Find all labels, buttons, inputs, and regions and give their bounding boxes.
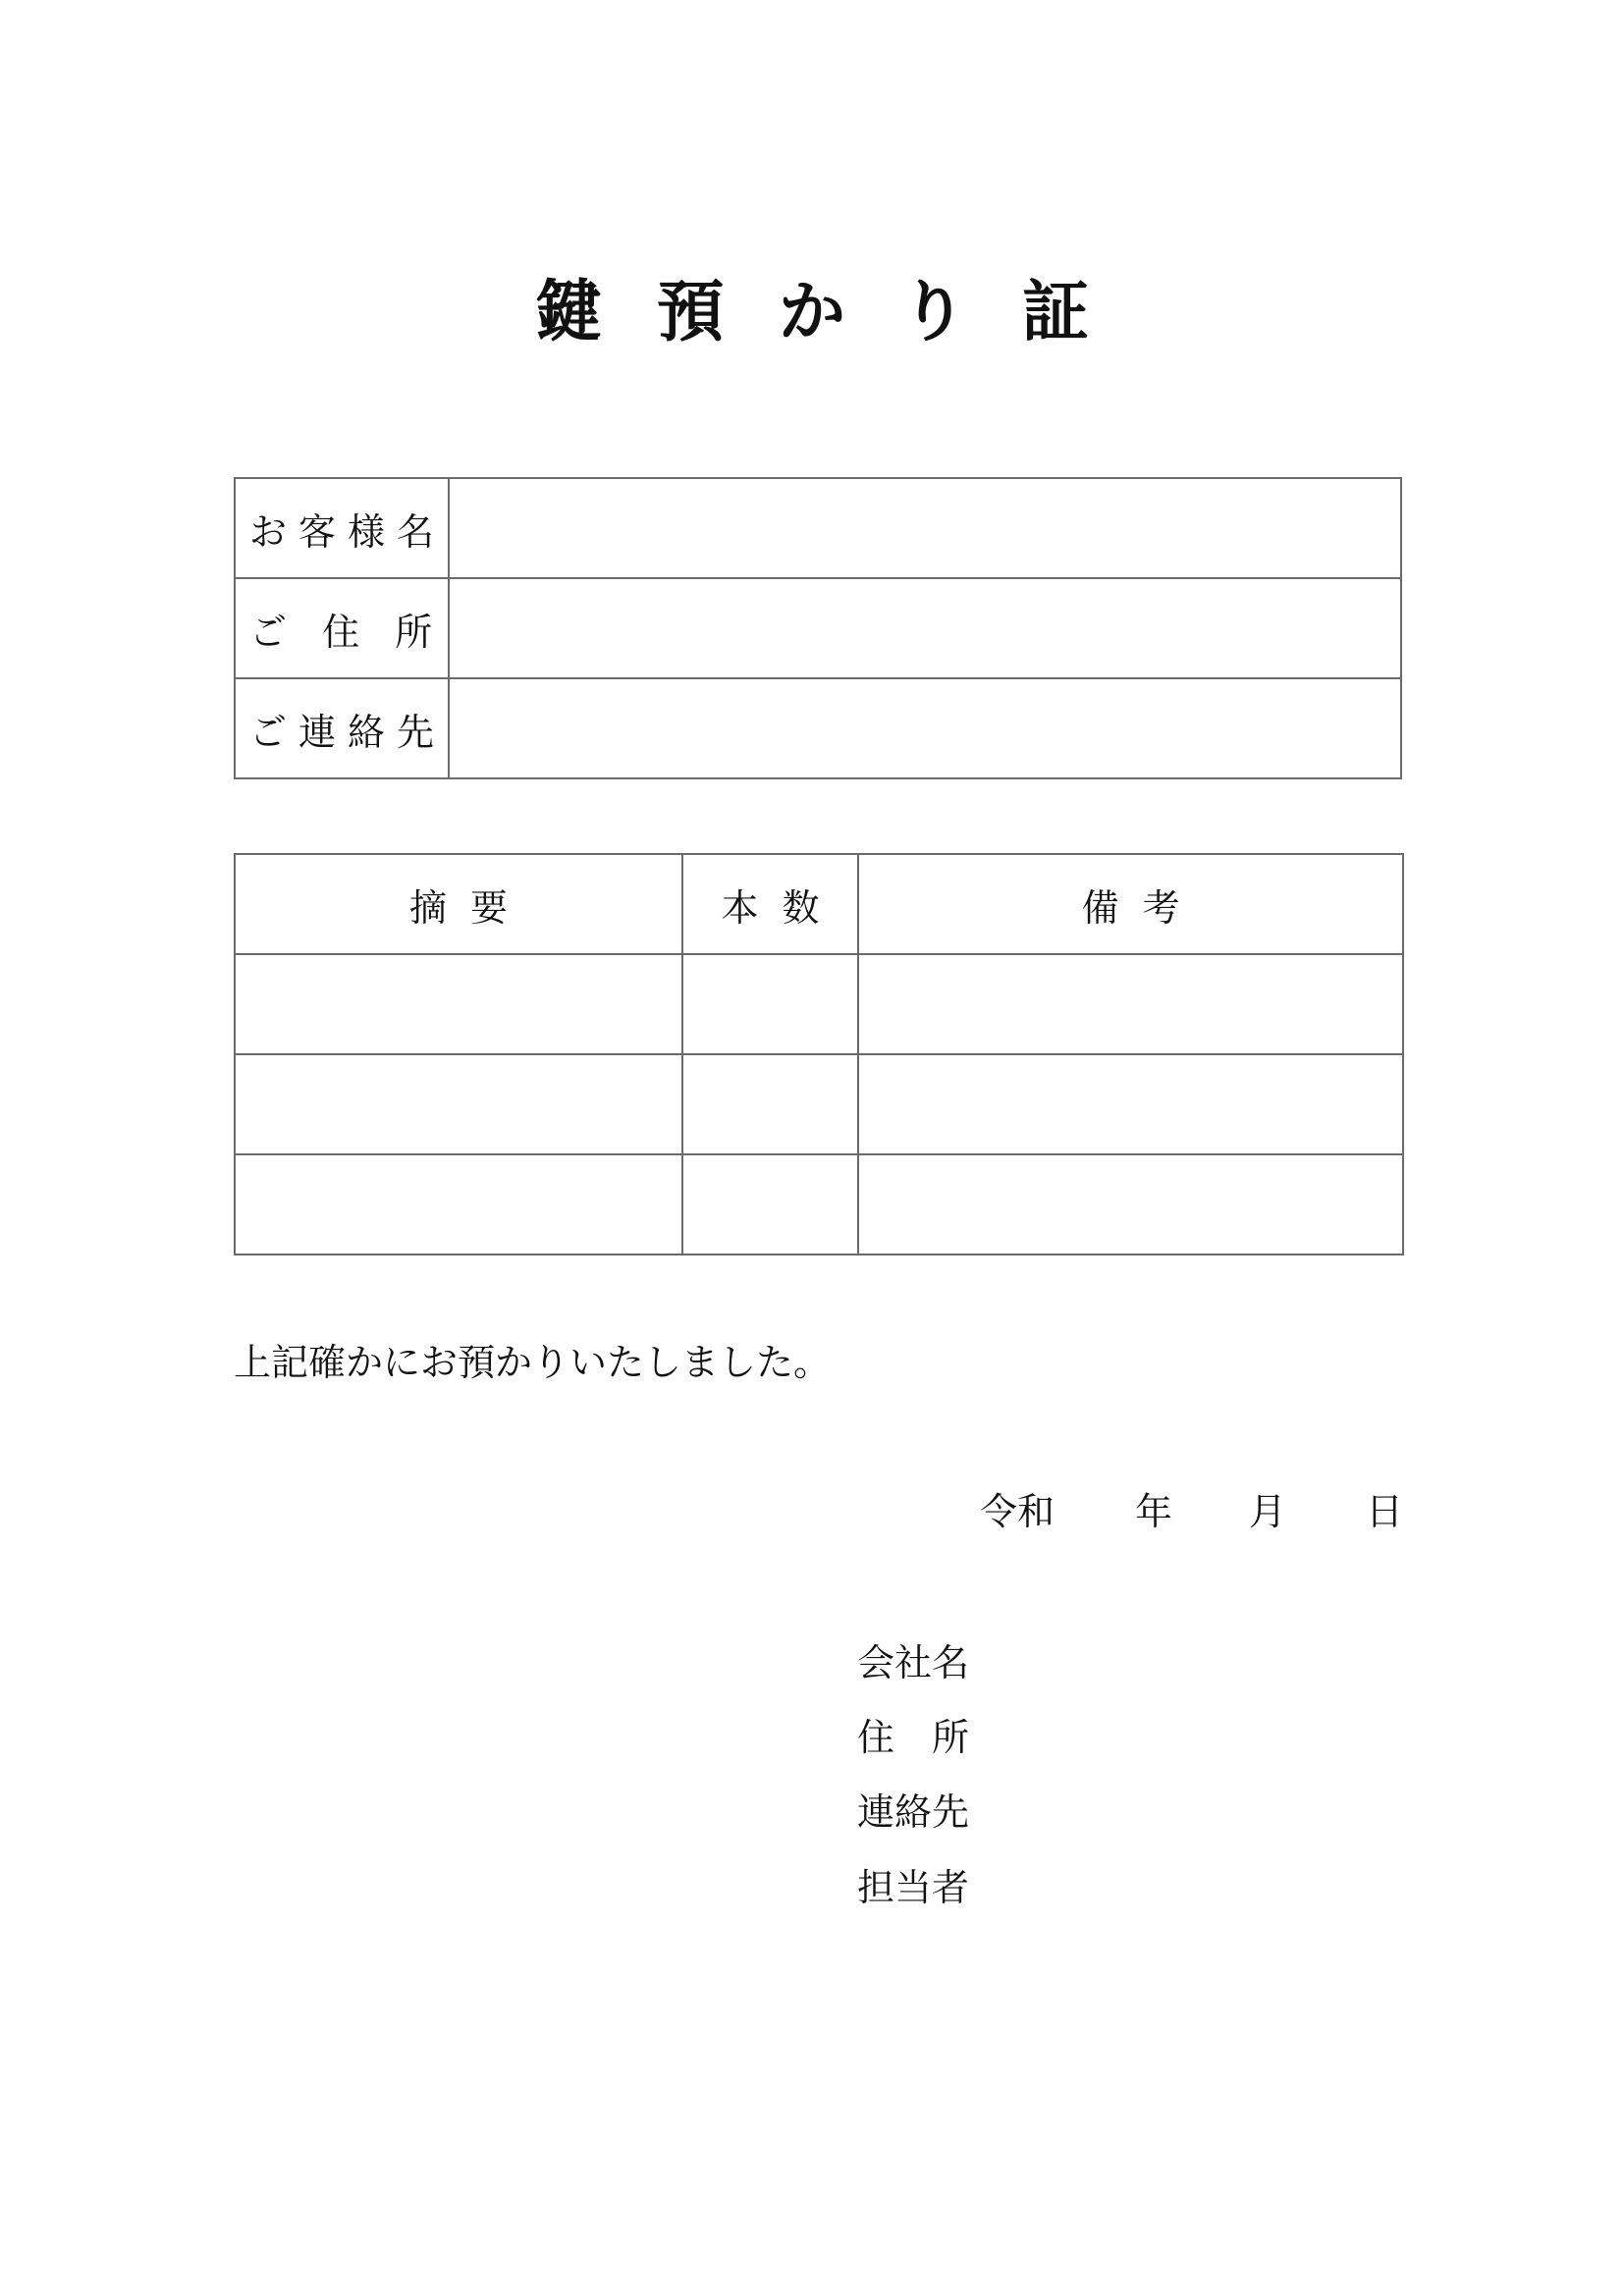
remarks-cell[interactable] bbox=[858, 1054, 1403, 1154]
date-month-label: 月 bbox=[1249, 1490, 1287, 1533]
customer-info-table bbox=[234, 477, 1402, 779]
remarks-cell[interactable] bbox=[858, 954, 1403, 1054]
summary-cell[interactable] bbox=[235, 954, 682, 1054]
customer-address-label: ご 住 所 bbox=[235, 578, 449, 678]
issuer-company-label: 会社名 bbox=[857, 1641, 970, 1684]
table-row bbox=[235, 1054, 1403, 1154]
date-year-label: 年 bbox=[1135, 1490, 1173, 1533]
customer-name-label: お客様名 bbox=[235, 478, 449, 578]
remarks-column-header: 備考 bbox=[858, 854, 1403, 954]
customer-address-row bbox=[235, 578, 1401, 678]
confirmation-text: 上記確かにお預かりいたしました。 bbox=[234, 1341, 832, 1384]
document-title: 鍵預かり証 bbox=[534, 274, 1144, 351]
customer-name-field[interactable] bbox=[449, 478, 1401, 578]
summary-cell[interactable] bbox=[235, 1154, 682, 1255]
remarks-cell[interactable] bbox=[858, 1154, 1403, 1255]
issuer-address-label: 住 所 bbox=[857, 1716, 970, 1759]
date-era: 令和 bbox=[980, 1490, 1056, 1533]
customer-address-field[interactable] bbox=[449, 578, 1401, 678]
count-cell[interactable] bbox=[682, 954, 858, 1054]
count-cell[interactable] bbox=[682, 1054, 858, 1154]
count-cell[interactable] bbox=[682, 1154, 858, 1255]
summary-cell[interactable] bbox=[235, 1054, 682, 1154]
customer-name-row bbox=[235, 478, 1401, 578]
count-column-header: 本数 bbox=[682, 854, 858, 954]
date-day-label: 日 bbox=[1366, 1490, 1404, 1533]
key-table-header-row bbox=[235, 854, 1403, 954]
table-row bbox=[235, 1154, 1403, 1255]
table-row bbox=[235, 954, 1403, 1054]
customer-contact-label: ご連絡先 bbox=[235, 678, 449, 778]
key-details-table bbox=[234, 853, 1404, 1255]
issuer-person-label: 担当者 bbox=[857, 1866, 970, 1909]
summary-column-header: 摘要 bbox=[235, 854, 682, 954]
issuer-contact-label: 連絡先 bbox=[857, 1790, 970, 1834]
customer-contact-field[interactable] bbox=[449, 678, 1401, 778]
customer-contact-row bbox=[235, 678, 1401, 778]
